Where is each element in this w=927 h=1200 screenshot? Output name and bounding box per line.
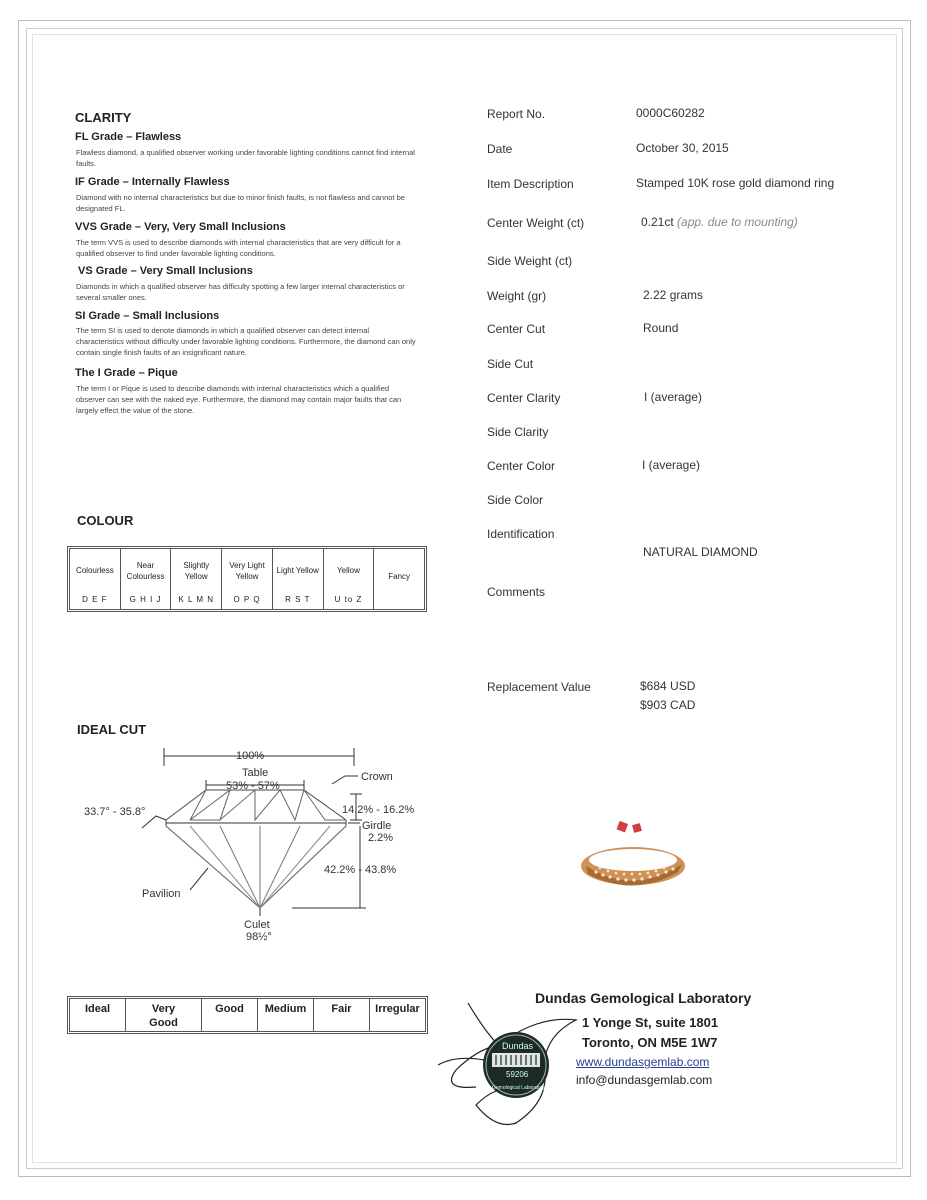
seal-top-text: Dundas xyxy=(502,1041,534,1051)
diagram-girdle-label: Girdle xyxy=(362,820,392,832)
lab-website-link[interactable]: www.dundasgemlab.com xyxy=(576,1055,710,1069)
clarity-grade-desc: Flawless diamond, a qualified observer working under favorable lighting conditions cannot find internal faults. xyxy=(76,148,415,168)
diagram-crown-label: Crown xyxy=(361,771,393,783)
diagram-total-width: 100% xyxy=(236,750,265,762)
cut-grade-table xyxy=(67,996,428,1034)
seal-bottom-text: Gemological Laboratory xyxy=(492,1085,546,1091)
colour-cell: Near Colourless G H I J xyxy=(121,549,172,609)
seal-number: 59206 xyxy=(506,1070,529,1079)
clarity-grade-desc: The term VVS is used to describe diamonds with internal characteristics that are very difficult for a qualified observer to find under favorable lighting conditions. xyxy=(76,238,401,258)
diagram-pavilion-depth: 42.2% - 43.8% xyxy=(324,864,397,876)
weight-label: Weight (gr) xyxy=(487,289,547,303)
report-number-value: 0000C60282 xyxy=(636,106,705,120)
diagram-crown-height: 14.2% - 16.2% xyxy=(342,804,415,816)
colour-cell: Light Yellow R S T xyxy=(273,549,324,609)
colour-heading: COLOUR xyxy=(77,513,134,528)
colour-cell: Fancy xyxy=(388,571,411,581)
weight-value: 2.22 grams xyxy=(643,288,704,302)
diagram-pavilion-label: Pavilion xyxy=(142,888,181,900)
replacement-value-label: Replacement Value xyxy=(487,680,591,694)
cut-grade-cell: Medium xyxy=(258,999,314,1031)
clarity-grade-title: VS Grade – Very Small Inclusions xyxy=(78,265,253,277)
identification-label: Identification xyxy=(487,527,555,541)
center-color-label: Center Color xyxy=(487,459,556,473)
center-clarity-label: Center Clarity xyxy=(487,391,561,405)
cut-grade-cell: Irregular xyxy=(375,1003,420,1015)
item-description-value: Stamped 10K rose gold diamond ring xyxy=(636,176,835,190)
cut-grade-cell: Very Good xyxy=(126,999,202,1031)
diagram-table-label: Table xyxy=(242,767,269,779)
center-color-value: I (average) xyxy=(642,458,701,472)
side-cut-label: Side Cut xyxy=(487,357,534,371)
diamond-proportions-diagram xyxy=(70,740,430,950)
colour-cell: Yellow U to Z xyxy=(324,549,375,609)
lab-address-line2: Toronto, ON M5E 1W7 xyxy=(582,1035,718,1050)
lab-seal-signature xyxy=(436,995,586,1130)
diagram-crown-angle: 33.7° - 35.8° xyxy=(84,806,146,818)
diagram-culet-value: 98½° xyxy=(246,931,272,943)
colour-scale-table xyxy=(67,546,427,612)
cut-grade-cell: Good xyxy=(202,999,258,1031)
cut-grade-cell: Ideal xyxy=(70,999,126,1031)
replacement-value-cad: $903 CAD xyxy=(640,698,696,712)
cut-grade-cell: Fair xyxy=(314,999,370,1031)
clarity-grade-desc: Diamonds in which a qualified observer has difficulty spotting a few larger internal characteristics or several smaller ones. xyxy=(76,282,405,302)
replacement-value-usd: $684 USD xyxy=(640,679,696,693)
identification-value: NATURAL DIAMOND xyxy=(643,545,758,559)
item-description-label: Item Description xyxy=(487,177,574,191)
colour-cell: Very Light Yellow O P Q xyxy=(222,549,273,609)
clarity-grade-title: IF Grade – Internally Flawless xyxy=(75,176,230,188)
side-color-label: Side Color xyxy=(487,493,544,507)
lab-address-line1: 1 Yonge St, suite 1801 xyxy=(582,1015,719,1030)
center-cut-label: Center Cut xyxy=(487,322,546,336)
center-weight-value: 0.21ct (app. due to mounting) xyxy=(641,215,798,229)
clarity-heading: CLARITY xyxy=(75,110,132,125)
lab-name: Dundas Gemological Laboratory xyxy=(535,990,752,1006)
clarity-grade-title: The I Grade – Pique xyxy=(75,367,178,379)
clarity-grade-desc: The term I or Pique is used to describe diamonds with internal characteristics which a qualified observer can see with the naked eye. Furthermore, the diamond may contain major faults that can largely effect the value of the stone. xyxy=(76,384,402,415)
clarity-grade-desc: The term SI is used to denote diamonds in which a qualified observer can detect internal characteristics without difficulty under favorable lighting conditions. Furthermore, the diamond can only contain single finish faults of an insignificant nature. xyxy=(76,326,416,357)
clarity-grade-title: VVS Grade – Very, Very Small Inclusions xyxy=(75,221,286,233)
diagram-table-range: 53% - 57% xyxy=(226,780,280,792)
side-weight-label: Side Weight (ct) xyxy=(487,254,573,268)
side-clarity-label: Side Clarity xyxy=(487,425,549,439)
date-label: Date xyxy=(487,142,513,156)
ring-photo xyxy=(578,820,688,892)
diagram-culet-label: Culet xyxy=(244,919,270,931)
comments-label: Comments xyxy=(487,585,546,599)
diagram-girdle-value: 2.2% xyxy=(368,832,394,844)
center-weight-note: (app. due to mounting) xyxy=(677,215,798,229)
colour-cell: Colourless D E F xyxy=(70,549,121,609)
center-weight-label: Center Weight (ct) xyxy=(487,216,585,230)
center-clarity-value: I (average) xyxy=(644,390,703,404)
report-number-label: Report No. xyxy=(487,107,546,121)
lab-email: info@dundasgemlab.com xyxy=(576,1073,713,1087)
clarity-grade-title: SI Grade – Small Inclusions xyxy=(75,310,220,322)
date-value: October 30, 2015 xyxy=(636,141,729,155)
colour-cell: Slightly Yellow K L M N xyxy=(171,549,222,609)
clarity-grade-desc: Diamond with no internal characteristics but due to minor finish faults, is not flawless and cannot be designated FL. xyxy=(76,193,405,213)
clarity-grade-title: FL Grade – Flawless xyxy=(75,131,182,143)
center-cut-value: Round xyxy=(643,321,679,335)
ideal-cut-heading: IDEAL CUT xyxy=(77,722,147,737)
